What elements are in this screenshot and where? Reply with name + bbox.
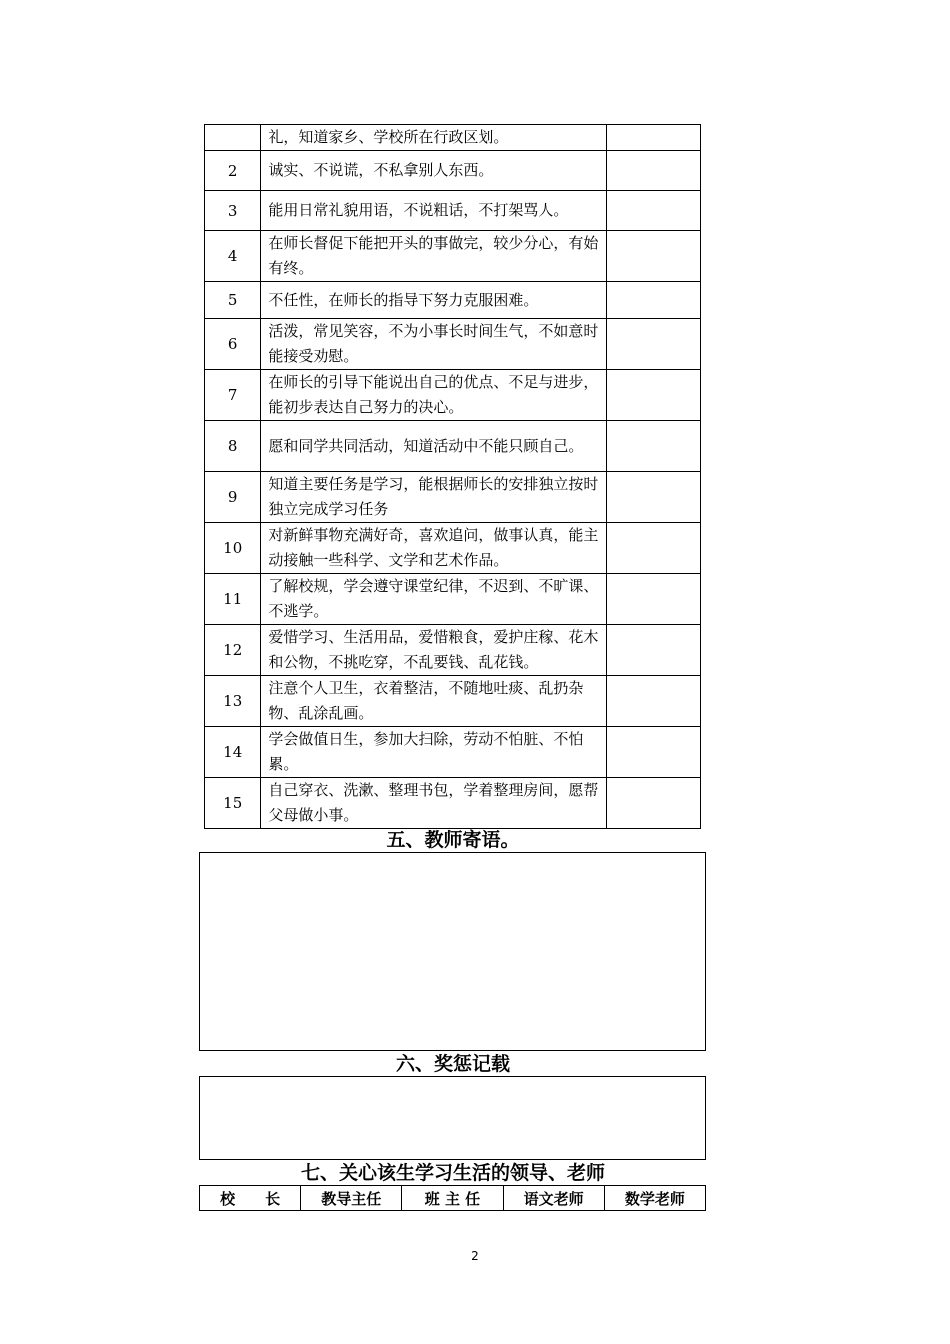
criteria-number: 5 — [205, 282, 261, 319]
criteria-number: 3 — [205, 191, 261, 231]
criteria-row — [205, 727, 701, 778]
staff-column-math-teacher: 数学老师 — [604, 1186, 705, 1211]
criteria-evaluation-cell — [607, 778, 701, 829]
criteria-row — [205, 370, 701, 421]
criteria-row — [205, 676, 701, 727]
criteria-evaluation-cell — [607, 370, 701, 421]
criteria-row — [205, 319, 701, 370]
criteria-evaluation-cell — [607, 125, 701, 151]
criteria-text: 不任性，在师长的指导下努力克服困难。 — [261, 282, 607, 319]
criteria-number: 6 — [205, 319, 261, 370]
criteria-text: 活泼，常见笑容，不为小事长时间生气，不如意时能接受劝慰。 — [261, 319, 607, 370]
rewards-record-box — [199, 1076, 706, 1160]
staff-column-chinese-teacher: 语文老师 — [503, 1186, 604, 1211]
criteria-row — [205, 125, 701, 151]
staff-column-principal: 校 长 — [200, 1186, 301, 1211]
criteria-row — [205, 282, 701, 319]
criteria-text: 了解校规，学会遵守课堂纪律，不迟到、不旷课、不逃学。 — [261, 574, 607, 625]
criteria-evaluation-cell — [607, 625, 701, 676]
page-number: 2 — [471, 1249, 479, 1263]
criteria-number: 13 — [205, 676, 261, 727]
criteria-text: 学会做值日生，参加大扫除，劳动不怕脏、不怕累。 — [261, 727, 607, 778]
criteria-row — [205, 421, 701, 472]
criteria-row — [205, 151, 701, 191]
criteria-number: 15 — [205, 778, 261, 829]
criteria-number: 4 — [205, 231, 261, 282]
criteria-text: 诚实、不说谎，不私拿别人东西。 — [261, 151, 607, 191]
criteria-evaluation-cell — [607, 676, 701, 727]
criteria-text: 在师长的引导下能说出自己的优点、不足与进步，能初步表达自己努力的决心。 — [261, 370, 607, 421]
criteria-text: 能用日常礼貌用语，不说粗话，不打架骂人。 — [261, 191, 607, 231]
staff-header-row — [200, 1186, 706, 1211]
criteria-number: 2 — [205, 151, 261, 191]
staff-column-head-teacher: 班 主 任 — [402, 1186, 503, 1211]
criteria-row — [205, 574, 701, 625]
criteria-number: 8 — [205, 421, 261, 472]
criteria-text: 爱惜学习、生活用品，爱惜粮食，爱护庄稼、花木和公物，不挑吃穿，不乱要钱、乱花钱。 — [261, 625, 607, 676]
criteria-evaluation-cell — [607, 319, 701, 370]
section7-title: 七、关心该生学习生活的领导、老师 — [300, 1162, 605, 1184]
criteria-evaluation-cell — [607, 151, 701, 191]
criteria-number: 12 — [205, 625, 261, 676]
criteria-evaluation-cell — [607, 282, 701, 319]
criteria-text: 愿和同学共同活动，知道活动中不能只顾自己。 — [261, 421, 607, 472]
criteria-evaluation-cell — [607, 472, 701, 523]
criteria-row — [205, 778, 701, 829]
criteria-text: 礼，知道家乡、学校所在行政区划。 — [261, 125, 607, 151]
section5-title: 五、教师寄语。 — [386, 829, 520, 851]
criteria-text: 注意个人卫生，衣着整洁，不随地吐痰、乱扔杂物、乱涂乱画。 — [261, 676, 607, 727]
criteria-text: 对新鲜事物充满好奇，喜欢追问，做事认真，能主动接触一些科学、文学和艺术作品。 — [261, 523, 607, 574]
criteria-number: 11 — [205, 574, 261, 625]
teacher-message-box — [199, 852, 706, 1051]
criteria-table — [204, 124, 701, 829]
criteria-row — [205, 625, 701, 676]
criteria-number — [205, 125, 261, 151]
criteria-evaluation-cell — [607, 421, 701, 472]
criteria-text: 在师长督促下能把开头的事做完，较少分心，有始有终。 — [261, 231, 607, 282]
criteria-number: 9 — [205, 472, 261, 523]
criteria-evaluation-cell — [607, 574, 701, 625]
criteria-row — [205, 472, 701, 523]
criteria-text: 自己穿衣、洗漱、整理书包，学着整理房间，愿帮父母做小事。 — [261, 778, 607, 829]
section6-title: 六、奖惩记载 — [395, 1053, 510, 1075]
criteria-row — [205, 231, 701, 282]
criteria-number: 14 — [205, 727, 261, 778]
criteria-number: 10 — [205, 523, 261, 574]
criteria-evaluation-cell — [607, 231, 701, 282]
staff-table — [199, 1185, 706, 1211]
criteria-number: 7 — [205, 370, 261, 421]
criteria-evaluation-cell — [607, 523, 701, 574]
staff-column-dean: 教导主任 — [301, 1186, 402, 1211]
criteria-row — [205, 523, 701, 574]
criteria-text: 知道主要任务是学习，能根据师长的安排独立按时独立完成学习任务 — [261, 472, 607, 523]
criteria-row — [205, 191, 701, 231]
criteria-table-body — [205, 125, 701, 829]
criteria-evaluation-cell — [607, 191, 701, 231]
criteria-evaluation-cell — [607, 727, 701, 778]
